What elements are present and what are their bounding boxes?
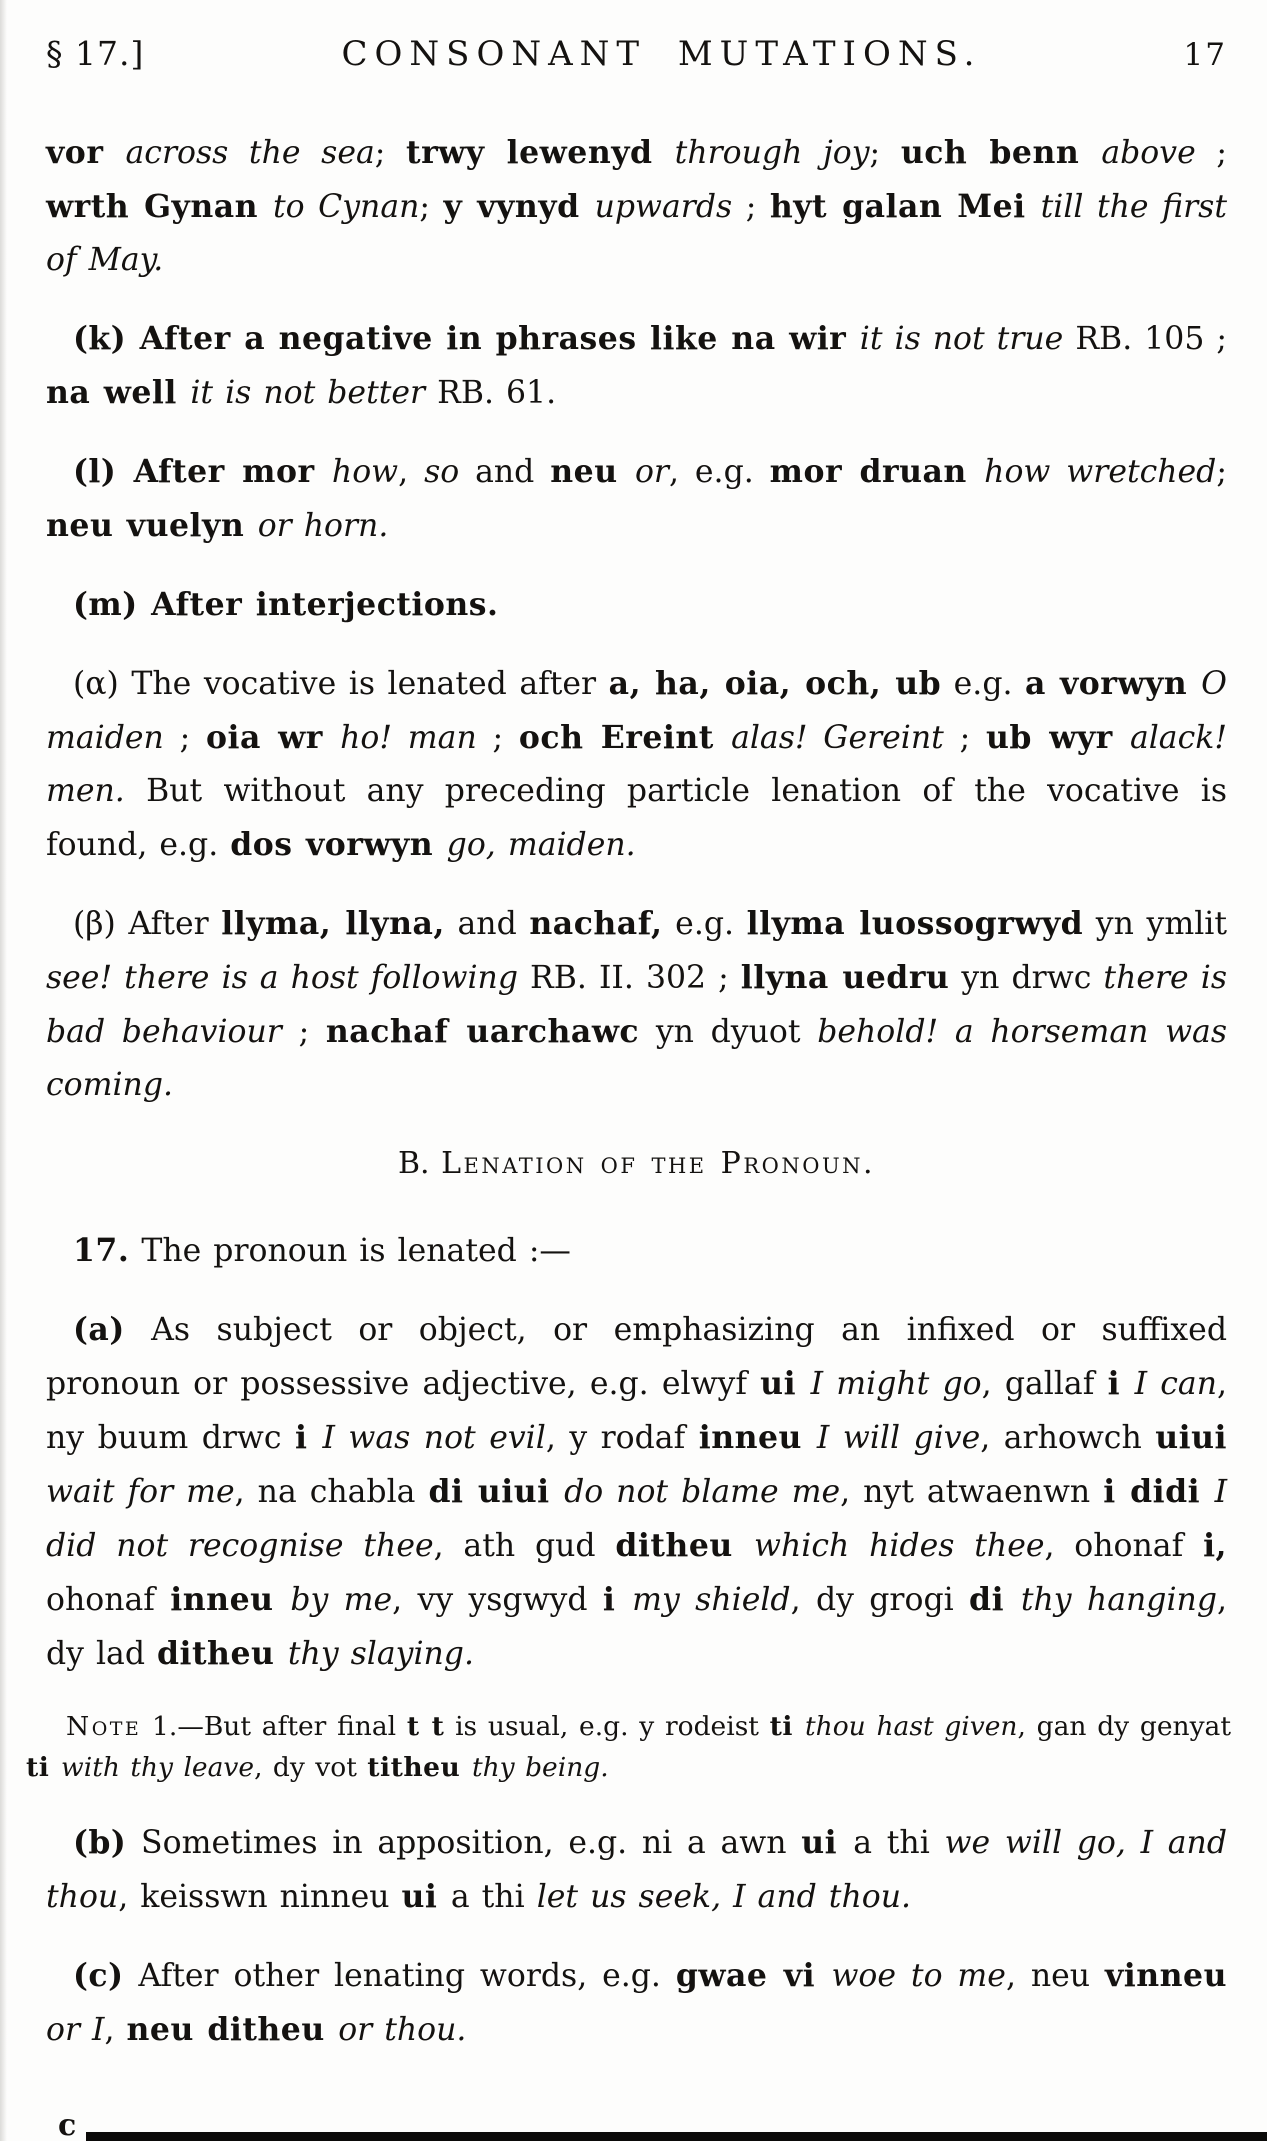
page-title: CONSONANT MUTATIONS. [341, 34, 982, 74]
text-run: or I [46, 2012, 105, 2048]
text-run: behold! a horseman was coming. [46, 1014, 1227, 1103]
text-run: ; [419, 189, 444, 225]
text-run: After other lenating words, e.g. [123, 1958, 676, 1994]
text-run: i [295, 1419, 323, 1456]
text-run: ti [769, 1711, 806, 1742]
text-run: , [104, 2012, 127, 2048]
text-run: alack! men. [46, 720, 1227, 809]
text-run: ; [1195, 135, 1227, 171]
text-run: RB. II. 302 ; [518, 960, 741, 996]
text-run: woe to me [831, 1958, 1006, 1994]
para-l [46, 445, 1227, 553]
text-run: I did not recognise thee [46, 1474, 1228, 1564]
text-run: mor druan [769, 453, 985, 490]
text-run: , [398, 454, 425, 490]
para-b [46, 1816, 1227, 1924]
text-run: nachaf, [529, 905, 663, 942]
text-run: nachaf uarchawc [325, 1013, 640, 1050]
text-run: , arhowch [980, 1420, 1156, 1456]
para-beta [46, 897, 1227, 1112]
text-run: ; [163, 720, 207, 756]
text-run: ditheu [157, 1635, 288, 1672]
text-run: i [1107, 1365, 1135, 1402]
text-run: ; [732, 189, 770, 225]
running-header [46, 34, 1227, 74]
text-run: t t [406, 1711, 445, 1742]
text-run: wait for me [46, 1474, 235, 1510]
text-run: i didi [1103, 1473, 1215, 1510]
text-run: trwy lewenyd [406, 134, 675, 171]
text-run: ui [401, 1878, 451, 1915]
text-run: inneu [698, 1419, 817, 1456]
text-run: ohonaf [46, 1582, 171, 1618]
text-run: 1.—But after final [141, 1711, 407, 1742]
text-run: , dy grogi [790, 1582, 970, 1618]
text-run: I will give [816, 1420, 981, 1456]
page-content [26, 34, 1231, 2141]
text-run: I might go [810, 1366, 982, 1402]
text-run: na well [46, 374, 191, 411]
text-run: or [634, 454, 669, 490]
text-run: i, [1203, 1527, 1227, 1564]
text-run: , dy lad [46, 1582, 1227, 1672]
text-run: ui [760, 1365, 811, 1402]
text-run: so [424, 454, 460, 490]
text-run: , vy ysgwyd [392, 1582, 603, 1618]
text-run: As subject or object, or emphasizing an infixed or suffixed pronoun or possessive adjective, e.g. elwyf [46, 1312, 1227, 1402]
text-run: yn drwc [949, 960, 1104, 996]
text-run: a thi [853, 1825, 945, 1861]
text-run: llyma luossogrwyd [746, 905, 1084, 942]
text-run: O maiden [46, 666, 1227, 756]
text-run: , keisswn ninneu [118, 1879, 402, 1915]
text-run: uch benn [900, 134, 1102, 171]
text-run: gwae vi [675, 1957, 832, 1994]
text-run: is usual, e.g. y rodeist [444, 1711, 770, 1742]
text-run: But without any preceding particle lenation of the vocative is found, e.g. [46, 773, 1227, 863]
text-run: (β) After [73, 906, 222, 942]
text-run: thy hanging [1020, 1582, 1217, 1618]
paragraph-container [26, 126, 1231, 2141]
text-run: a, ha, oia, och, ub [608, 665, 942, 702]
text-run: , ny buum drwc [46, 1366, 1228, 1456]
para-note-1 [26, 1706, 1231, 1788]
text-run: y vynyd [443, 188, 595, 225]
text-run: yn ymlit [1083, 906, 1227, 942]
text-run: (α) The vocative is lenated after [73, 666, 609, 702]
text-run: , gan dy genyat [1017, 1711, 1231, 1742]
text-run: Sometimes in apposition, e.g. ni a awn [126, 1825, 802, 1861]
text-run: Lenation of the Pronoun. [441, 1146, 876, 1181]
text-run: ; [1216, 454, 1227, 490]
section-heading-lenation-pronoun [46, 1137, 1227, 1190]
para-k [46, 312, 1227, 420]
text-run: which hides thee [754, 1528, 1045, 1564]
para-17 [46, 1224, 1227, 1278]
text-run: with thy leave [61, 1752, 255, 1783]
text-run: ; [476, 720, 519, 756]
text-run: alas! Gereint [731, 720, 944, 756]
text-run: and [459, 454, 551, 490]
text-run: ; [374, 135, 407, 171]
text-run: thy being. [471, 1752, 609, 1783]
text-run: , gallaf [981, 1366, 1108, 1402]
para-continuation [46, 126, 1227, 287]
text-run: wrth Gynan [46, 188, 274, 225]
text-run: , ohonaf [1044, 1528, 1204, 1564]
text-run: (l) After mor [73, 453, 332, 490]
text-run: dos vorwyn [230, 826, 447, 863]
para-alpha [46, 657, 1227, 872]
text-run: , e.g. [669, 454, 770, 490]
text-run: through joy [674, 135, 870, 171]
text-run: ui [801, 1824, 854, 1861]
text-run: or thou. [338, 2012, 467, 2048]
text-run: (m) After interjections. [73, 586, 499, 623]
text-run: ditheu [615, 1527, 755, 1564]
text-run: thou hast given [805, 1711, 1018, 1742]
text-run: let us seek, I and thou. [536, 1879, 912, 1915]
text-run: (a) [73, 1311, 125, 1348]
text-run: ; [869, 135, 901, 171]
text-run: ; [943, 720, 987, 756]
text-run: go, maiden. [446, 827, 636, 863]
page-number: 17 [1183, 37, 1227, 73]
text-run: hyt galan Mei [769, 188, 1041, 225]
para-c [46, 1949, 1227, 2057]
text-run: (b) [73, 1824, 127, 1861]
text-run: yn dyuot [639, 1014, 818, 1050]
text-run: neu [550, 453, 635, 490]
text-run: c [58, 2108, 77, 2141]
text-run: The pronoun is lenated :— [129, 1233, 571, 1269]
scan-artifact-bar [86, 2132, 1267, 2141]
text-run: how wretched [984, 454, 1217, 490]
text-run: 17. [73, 1232, 130, 1269]
text-run: neu ditheu [126, 2011, 339, 2048]
text-run: to Cynan [273, 189, 420, 225]
text-run: across the sea [125, 135, 375, 171]
text-run: inneu [170, 1581, 291, 1618]
text-run: di [969, 1581, 1021, 1618]
text-run: och Ereint [518, 719, 732, 756]
text-run: ho! man [340, 720, 477, 756]
text-run: , dy vot [254, 1752, 368, 1783]
text-run: there is bad behaviour [46, 960, 1227, 1050]
text-run: vor [46, 134, 126, 171]
text-run: di uiui [428, 1473, 565, 1510]
text-run: how [331, 454, 399, 490]
text-run: ub wyr [986, 719, 1130, 756]
text-run: upwards [594, 189, 733, 225]
text-run: I was not evil [322, 1420, 546, 1456]
text-run: B. [397, 1146, 442, 1181]
text-run: , y rodaf [545, 1420, 699, 1456]
text-run: a vorwyn [1025, 665, 1202, 702]
text-run: llyma, llyna, [221, 905, 445, 942]
text-run: see! there is a host following [46, 960, 518, 996]
text-run: or horn. [257, 508, 389, 544]
text-run: , ath gud [433, 1528, 616, 1564]
text-run: it is not better [190, 375, 426, 411]
text-run: do not blame me [564, 1474, 841, 1510]
text-run: it is not true [859, 321, 1064, 357]
text-run: ti [26, 1752, 62, 1783]
text-run: vinneu [1104, 1957, 1228, 1994]
text-run: , neu [1005, 1958, 1105, 1994]
text-run: thy slaying. [287, 1636, 474, 1672]
text-run: RB. 105 ; [1063, 321, 1227, 357]
text-run: e.g. [941, 666, 1026, 702]
text-run: e.g. [662, 906, 747, 942]
text-run: I can [1134, 1366, 1217, 1402]
text-run: uiui [1155, 1419, 1227, 1456]
text-run: above [1101, 135, 1196, 171]
text-run: i [602, 1581, 633, 1618]
text-run: (k) After a negative in phrases like na wir [73, 320, 860, 357]
para-m [46, 578, 1227, 632]
text-run: RB. 61. [425, 375, 557, 411]
text-run: a thi [450, 1879, 537, 1915]
text-run: and [444, 906, 530, 942]
text-run: , na chabla [234, 1474, 429, 1510]
text-run: (c) [73, 1957, 124, 1994]
section-reference: § 17.] [46, 34, 145, 73]
text-run: llyna uedru [740, 959, 950, 996]
text-run: titheu [367, 1752, 472, 1783]
text-run: , nyt atwaenwn [840, 1474, 1104, 1510]
text-run: by me [290, 1582, 393, 1618]
text-run: we will go, I and thou [46, 1825, 1228, 1915]
text-run: my shield [632, 1582, 791, 1618]
text-run: neu vuelyn [46, 507, 258, 544]
text-run: till the first of May. [46, 189, 1227, 278]
text-run: Note [66, 1711, 142, 1742]
para-a [46, 1303, 1227, 1681]
text-run: ; [281, 1014, 326, 1050]
text-run: oia wr [206, 719, 341, 756]
